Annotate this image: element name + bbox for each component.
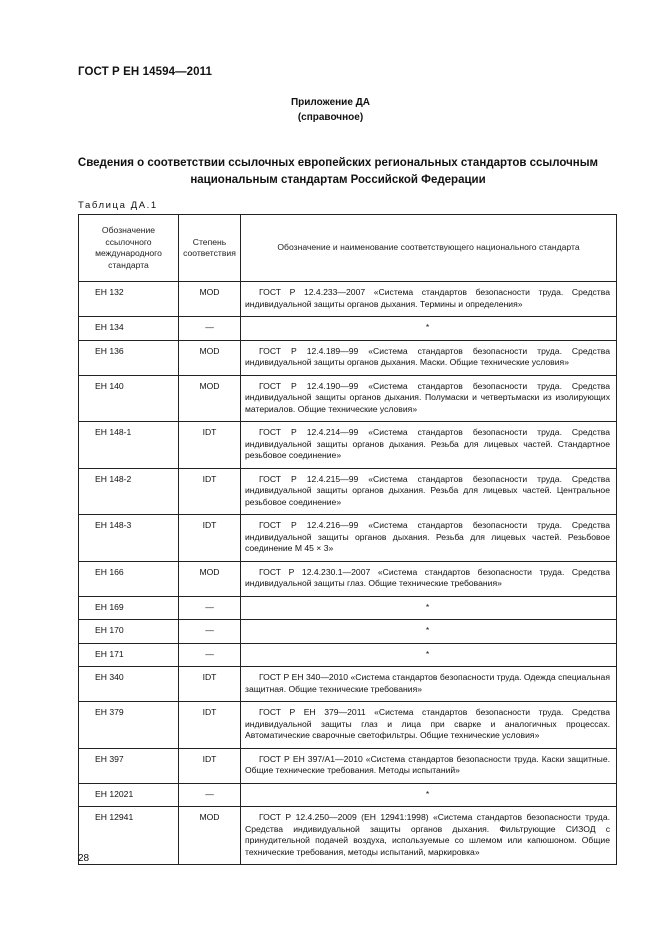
- cell-description: ГОСТ Р 12.4.190—99 «Система стандартов безопасности труда. Средства индивидуальной защиты органов дыхания. Полумаски и четвертьмаски из изолирующих материалов. Общие технические условия»: [241, 375, 617, 422]
- table-row: [79, 422, 617, 469]
- header-desc: Обозначение и наименование соответствующего национального стандарта: [241, 215, 617, 282]
- cell-degree: —: [179, 643, 241, 667]
- cell-code: ЕН 12021: [79, 783, 179, 807]
- cell-degree: —: [179, 783, 241, 807]
- table-row: [79, 702, 617, 749]
- cell-code: ЕН 148-1: [79, 422, 179, 469]
- cell-degree: —: [179, 317, 241, 341]
- cell-description: ГОСТ Р 12.4.216—99 «Система стандартов безопасности труда. Средства индивидуальной защиты органов дыхания. Резьба для лицевых частей. Резьбовое соединение М 45 × 3»: [241, 515, 617, 562]
- appendix-heading: [0, 95, 661, 125]
- cell-code: ЕН 140: [79, 375, 179, 422]
- table-row: [79, 340, 617, 375]
- cell-code: ЕН 12941: [79, 807, 179, 865]
- cell-degree: MOD: [179, 282, 241, 317]
- cell-degree: MOD: [179, 375, 241, 422]
- cell-degree: IDT: [179, 468, 241, 515]
- cell-code: ЕН 169: [79, 596, 179, 620]
- cell-description: *: [241, 596, 617, 620]
- header-degree: Степень соответствия: [179, 215, 241, 282]
- cell-degree: MOD: [179, 561, 241, 596]
- cell-code: ЕН 170: [79, 620, 179, 644]
- table-row: [79, 375, 617, 422]
- table-row: [79, 515, 617, 562]
- table-row: [79, 667, 617, 702]
- cell-description: ГОСТ Р ЕН 340—2010 «Система стандартов безопасности труда. Одежда специальная защитная. Общие технические требования»: [241, 667, 617, 702]
- table-row: [79, 596, 617, 620]
- cell-code: ЕН 397: [79, 748, 179, 783]
- section-title: Сведения о соответствии ссылочных европейских региональных стандартов ссылочным национальным стандартам Российской Федерации: [77, 157, 599, 186]
- document-header: ГОСТ Р ЕН 14594—2011: [78, 66, 213, 78]
- cell-description: ГОСТ Р 12.4.230.1—2007 «Система стандартов безопасности труда. Средства индивидуальной защиты глаз. Общие технические требования»: [241, 561, 617, 596]
- table-row: [79, 620, 617, 644]
- table-row: [79, 561, 617, 596]
- cell-degree: MOD: [179, 807, 241, 865]
- table-row: [79, 748, 617, 783]
- cell-code: ЕН 132: [79, 282, 179, 317]
- cell-degree: —: [179, 620, 241, 644]
- cell-degree: —: [179, 596, 241, 620]
- cell-degree: IDT: [179, 748, 241, 783]
- cell-description: *: [241, 643, 617, 667]
- table-caption: Таблица ДА.1: [78, 200, 158, 211]
- appendix-note: (справочное): [297, 112, 364, 123]
- cell-code: ЕН 136: [79, 340, 179, 375]
- cell-description: ГОСТ Р ЕН 379—2011 «Система стандартов безопасности труда. Средства индивидуальной защиты глаз и лица при сварке и аналогичных процессах. Автоматические сварочные светофильтры. Общие технические условия»: [241, 702, 617, 749]
- cell-code: ЕН 134: [79, 317, 179, 341]
- cell-description: ГОСТ Р 12.4.250—2009 (ЕН 12941:1998) «Система стандартов безопасности труда. Средства индивидуальной защиты органов дыхания. Фильтрующие СИЗОД с принудительной подачей воздуха, используемые со шлемом или капюшоном. Общие технические требования, методы испытаний, маркировка»: [241, 807, 617, 865]
- cell-description: *: [241, 783, 617, 807]
- cell-description: *: [241, 620, 617, 644]
- table-row: [79, 282, 617, 317]
- cell-description: *: [241, 317, 617, 341]
- table-row: [79, 643, 617, 667]
- cell-degree: MOD: [179, 340, 241, 375]
- header-code: Обозначение ссылочного международного стандарта: [79, 215, 179, 282]
- cell-degree: IDT: [179, 515, 241, 562]
- cell-description: ГОСТ Р 12.4.214—99 «Система стандартов безопасности труда. Средства индивидуальной защиты органов дыхания. Резьба для лицевых частей. Стандартное резьбовое соединение»: [241, 422, 617, 469]
- cell-description: ГОСТ Р ЕН 397/А1—2010 «Система стандартов безопасности труда. Каски защитные. Общие технические требования. Методы испытаний»: [241, 748, 617, 783]
- cell-code: ЕН 171: [79, 643, 179, 667]
- table-row: [79, 317, 617, 341]
- cell-description: ГОСТ Р 12.4.189—99 «Система стандартов безопасности труда. Средства индивидуальной защиты органов дыхания. Маски. Общие технические условия»: [241, 340, 617, 375]
- table-header-row: [79, 215, 617, 282]
- cell-degree: IDT: [179, 667, 241, 702]
- cell-description: ГОСТ Р 12.4.215—99 «Система стандартов безопасности труда. Средства индивидуальной защиты органов дыхания. Резьба для лицевых частей. Центральное резьбовое соединение»: [241, 468, 617, 515]
- cell-code: ЕН 166: [79, 561, 179, 596]
- appendix-title: Приложение ДА: [290, 97, 371, 108]
- page-number: 28: [78, 853, 90, 864]
- cell-code: ЕН 340: [79, 667, 179, 702]
- cell-description: ГОСТ Р 12.4.233—2007 «Система стандартов безопасности труда. Средства индивидуальной защиты органов дыхания. Термины и определения»: [241, 282, 617, 317]
- table-row: [79, 783, 617, 807]
- table-body: [79, 282, 617, 865]
- cell-code: ЕН 148-3: [79, 515, 179, 562]
- cell-degree: IDT: [179, 422, 241, 469]
- cell-code: ЕН 148-2: [79, 468, 179, 515]
- standards-table: [78, 214, 617, 865]
- cell-code: ЕН 379: [79, 702, 179, 749]
- cell-degree: IDT: [179, 702, 241, 749]
- table-row: [79, 807, 617, 865]
- table-row: [79, 468, 617, 515]
